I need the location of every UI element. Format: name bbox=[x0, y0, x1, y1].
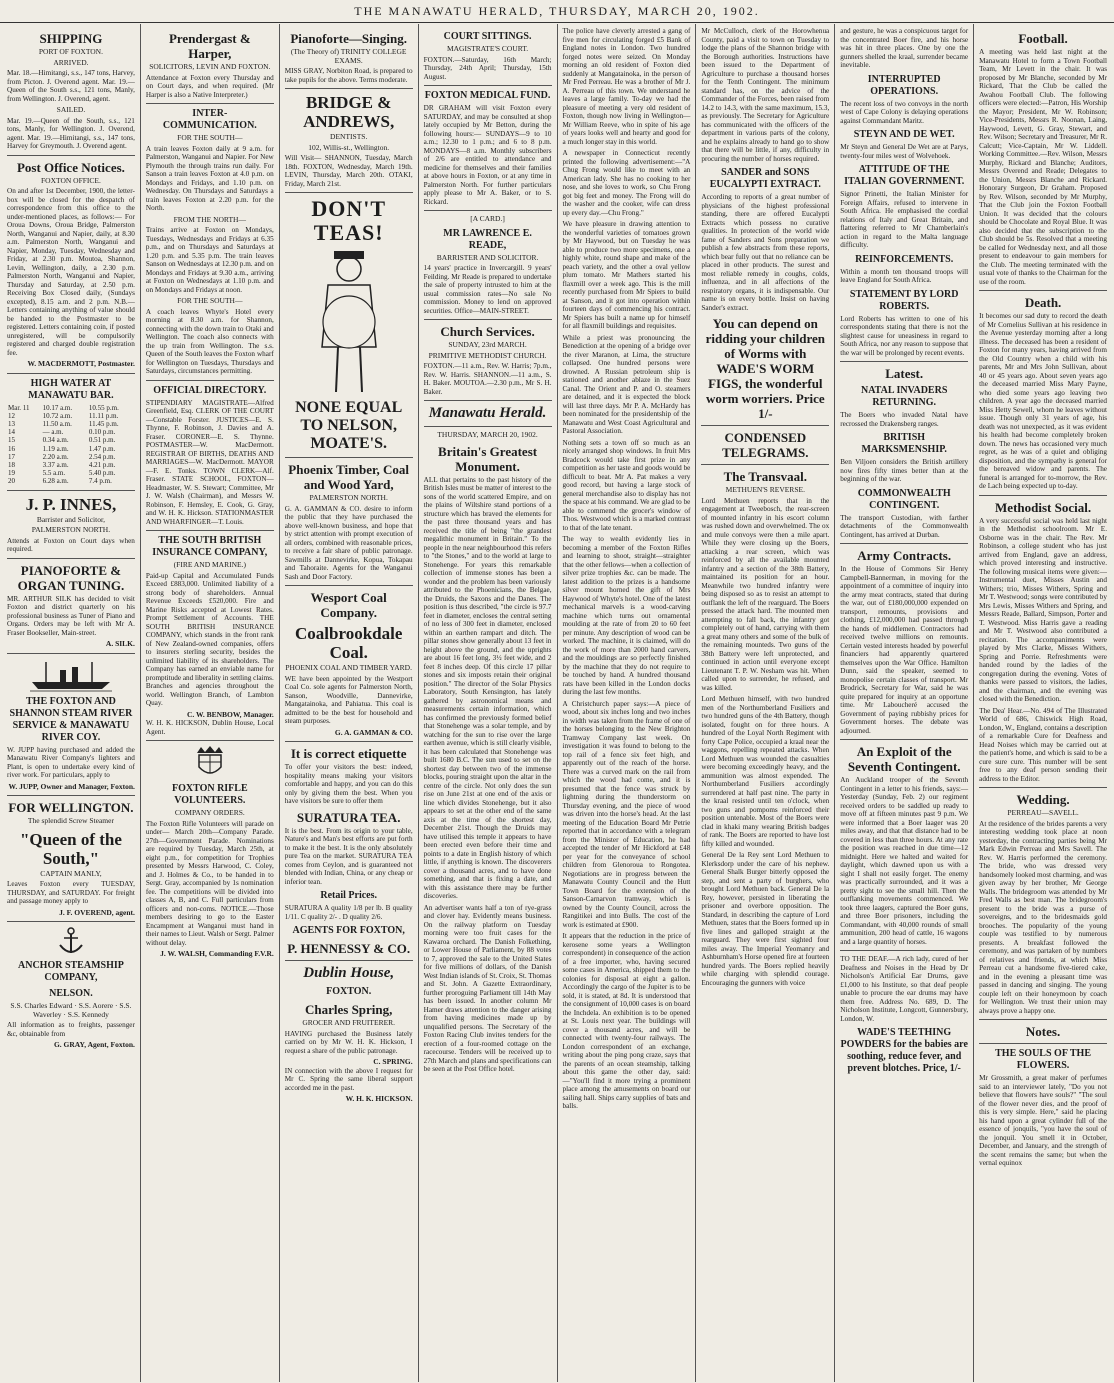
headline: MR LAWRENCE E. READE, bbox=[443, 227, 532, 251]
article-text: Attends at Foxton on Court days when required. bbox=[7, 536, 135, 554]
headline: Latest. bbox=[885, 366, 924, 381]
subheading: CAPTAIN MANLY, bbox=[40, 868, 102, 878]
article-text: Lord Methuen reports that in the engagement at Tweebosch, the rear-screen of mounted infantry in his escort column was rushed down and overwhelmed. The ox and mule convoys were then a mile apart. While they were closing up the Boers, attacking a rear screen, which was reinforced by all the available mounted infantry and a section of the 38th Battery, maintained its position for an hour. Meanwhile two hundred infantry were being disposed so as to resist an attempt to outflank the left of the rearguard. The Boers pressed the attack hard. The mounted men attempting to fall back, the infantry got completely out of hand, carrying with them a great many others and some of the bulk of the remaining mounteds. Two guns of the 38th Battery were left unprotected, and continued in action until everyone except Lieutenant T. P. W. Nesham was hit. When called upon to surrender, he refused, and was killed. bbox=[701, 496, 830, 692]
headline: INTERRUPTED OPERATIONS. bbox=[867, 73, 941, 97]
tide-cell: 13 bbox=[8, 419, 15, 428]
article-text: The Boers who invaded Natal have recrossed the Drakensberg ranges. bbox=[840, 411, 969, 428]
headline: COMMONWEALTH CONTINGENT. bbox=[857, 487, 951, 511]
column-rule bbox=[285, 192, 413, 193]
article-text: IN connection with the above I request for Mr C. Spring the same liberal support accorded me in the past. bbox=[284, 1066, 413, 1092]
tide-cell: 1.47 p.m. bbox=[88, 444, 116, 453]
article-text: Nothing sets a town off so much as an nicely arranged shop windows. In fruit Mrs Bradcock would take first prize in any competition as her taste and goods would be difficult to beat. Mr A. Pat makes a very good record, but having a large stock of general merchandise also to display has not the space at his command. We are glad to be able to commend the grocer's window of Thos. Westwood which is a marked contrast to that of the late tenant. bbox=[562, 438, 691, 532]
article-text: Ben Viljoen considers the British artillery now fires fifty times better than at the beginning of the war. bbox=[840, 458, 969, 483]
tide-cell: 12 bbox=[8, 411, 15, 420]
article-text: Will Visit— SHANNON, Tuesday, March 18th. FOXTON, Wednesday, March 19th. LEVIN, Thursday, March 20th. OTAKI, Friday, March 21st. bbox=[284, 154, 413, 188]
tide-cell: 0.34 a.m. bbox=[42, 436, 69, 445]
headline: Methodist Social. bbox=[995, 499, 1092, 515]
subheading: ARRIVED. bbox=[53, 57, 89, 67]
subheading: PALMERSTON NORTH. bbox=[31, 525, 111, 535]
headline: An Exploit of the Seventh Contingent. bbox=[847, 744, 961, 774]
subheading: DENTISTS. bbox=[330, 132, 368, 141]
article-text: The transport Custodian, with farther detachments of the Commonwealth Contingent, has arrived at Durban. bbox=[840, 513, 969, 539]
tide-cell: 2.20 a.m. bbox=[42, 452, 69, 461]
column-8 bbox=[974, 24, 1112, 1382]
column-rule bbox=[979, 1043, 1107, 1044]
article-text: G. A. GAMMAN & CO. desire to inform the public that they have purchased the above well-known business, and hope that by strict attention with prompt execution of all orders, combined with reasonable prices, to receive a fair share of public patronage. Sawmills at Dannevirke, Kopua, Tokapau and Tahoraite. Agents for the Wanganui Sash and Door Factory. bbox=[284, 504, 413, 581]
article-text: FOXTON.—11 a.m., Rev. W. Harris; 7p.m., Rev. W. Harris. SHANNON.—11 a.m., S. H. Baker. MOUTOA.—2.30 p.m., Mr S. H. Baker. bbox=[423, 362, 552, 396]
headline: SURATURA TEA. bbox=[296, 809, 401, 825]
article-text: A train leaves Foxton daily at 9 a.m. for Palmerston, Wanganui and Napier. For New Plymouth the through trains run daily. For Sanson a train leaves Foxton at 4.0 p.m. on Mondays and Fridays, and 1.10 p.m. on Wednesday. On Thursdays and Saturdays a train leaves Foxton at 2.20 p.m. for the North. bbox=[145, 144, 274, 212]
article-text: Mar. 18.—Himitangi, s.s., 147 tons, Harvey, from Picton. J. Overend agent. Mar. 19.—Queen of the South s.s., 121 tons, Manly, from Wellington. J. Overend, agent. bbox=[7, 69, 135, 103]
article-text: Attendance at Foxton every Thursday and on Court days, and when required. (Mr Harper is also a Native Interpreter.) bbox=[145, 73, 274, 99]
signature: G. GRAY, Agent, Foxton. bbox=[53, 1040, 135, 1050]
headline: THE SOUTH BRITISH INSURANCE COMPANY, bbox=[152, 535, 268, 558]
subheading: (FIRE AND MARINE.) bbox=[173, 560, 246, 569]
headline: Retail Prices. bbox=[320, 890, 377, 901]
tide-cell: 5.40 p.m. bbox=[88, 469, 116, 478]
subheading: GROCER AND FRUITERER. bbox=[302, 1018, 396, 1027]
headline: Prendergast & Harper, bbox=[168, 31, 251, 61]
tide-cell: — a.m. bbox=[42, 428, 64, 437]
column-rule bbox=[285, 585, 413, 586]
article-text: It is the best. From its origin to your table, Nature's and Man's best efforts are put forth to make it the best. It is the only absolutely pure Tea on the market. SURATURA TEA comes from Ceylon, and is guaranteed not blended with Indian, China, or any cheap or inferior tean. bbox=[284, 826, 413, 886]
steamship-icon bbox=[26, 658, 116, 692]
columns bbox=[2, 24, 1112, 1382]
headline: WADE'S TEETHING POWDERS for the babies are soothing, reduce fever, and prevent blotches. Price, 1/- bbox=[840, 1027, 968, 1074]
tide-cell: 4.21 p.m. bbox=[88, 460, 116, 469]
article-text: Mr Grossmith, a great maker of perfumes said to an interviewer lately, "Do you not believe that flowers have souls?" "The soul of the flower never dies, and the proof of this is very simple. Here," said he placing his hand upon a great cylinder full of the essence of jonquils, "you have the soul of the jonquil. You smell it in October, December, and January, and the strength of the scent remains the same; but when the vernal equinox bbox=[979, 1074, 1107, 1167]
royal-crest-icon bbox=[187, 745, 233, 779]
subheading: BARRISTER AND SOLICITOR. bbox=[436, 252, 539, 262]
tide-row bbox=[7, 469, 135, 477]
subheading: 102, Willis-st., Wellington. bbox=[308, 142, 390, 152]
article-text: Lord Methuen himself, with two hundred men of the Northumberland Fusiliers and two hundred guns of the 4th Battery, though isolated, fought on for three hours. A hundred of the Loyal North Regiment with forty Cape Police, occupied a kraal near the waggons, repelling repeated attacks. When Lord Methuen was wounded the casualties were becoming exceedingly heavy, and the ammunition was almost expended. The Northumberland Fusiliers accordingly surrendered at half past nine. The party in the kraal resisted until ten o'clock, when two guns and pompoms reinforced their position untenable. Most of the Boers were clad in khaki many wearing British badges of rank. The Boers are reported to have lost fifty killed and wounded. bbox=[701, 695, 830, 848]
article-text: W. JUPP having purchased and added the Manawatu River Company's lighters and Plant, is open to undertake every kind of river work. For particulars, apply to bbox=[7, 745, 135, 780]
tide-cell: 11.11 p.m. bbox=[88, 411, 119, 420]
headline: STEYN AND DE WET. bbox=[853, 129, 955, 140]
subheading: (The Theory of) TRINITY COLLEGE EXAMS. bbox=[290, 47, 407, 65]
article-text: MR. ARTHUR SILK has decided to visit Foxton and district quarterly on his professional business as Tuner of Piano and Organs. Orders may be left with Mr A. Fraser Bookseller, Main-street. bbox=[7, 594, 135, 637]
article-text: and gesture, he was a conspicuous target for the concentrated Boer fire, and his horse was hit in three places. One by one the gunners shelled the kraal, surrender became inevitable. bbox=[840, 27, 969, 69]
tide-cell: 2.54 p.m. bbox=[88, 452, 116, 461]
column-rule bbox=[701, 464, 829, 465]
headline: NELSON. bbox=[49, 988, 93, 1000]
subheading: The splendid Screw Steamer bbox=[27, 816, 114, 826]
article-text: An Auckland trooper of the Seventh Contingent in a letter to his friends, says:—Yesterday (Sunday, Feb. 2) our regiment received orders to be saddled up ready to move off at fifteen minutes past 9 p.m. We were informed that a Boer laager was 20 miles away, and that that distance had to be covered in less than three hours. At any rate the position was reached in due time—12 midnight. Here we halted and waited for daylight, which dawned upon us with a sight I shall not easily forget. The enemy was practically surrounded, and it was a pretty sight to see the small hill. Then the outflanking movements commenced. We took three laagers, captured the Boer guns, and three Boer prisoners, including the Commandant, with 40,000 rounds of small ammunition, 200 head of cattle, 16 wagons and a large quantity of horses. bbox=[840, 776, 969, 946]
tide-cell: 16 bbox=[8, 444, 15, 453]
script-heading: Dublin House, bbox=[303, 965, 395, 981]
subheading: PERREAU—SAVELL. bbox=[1007, 808, 1079, 817]
article-text: According to reports of a great number of physicians of the highest professional standing, there are offered Eucalypti Extracts which possess no curative qualities. In protection of the world wide fame of Sanders and Sons preparation we publish a few abstracts from these reports, which bear fully out that no reliance can be placed in other products. The surest and most reliable remedy in coughs, colds, influenza, and in all affections of the respiratory organs, it is indispensable. Our name is on every bottle. Insist on having Sander's extract. bbox=[701, 193, 830, 312]
headline: Britain's Greatest Monument. bbox=[438, 443, 538, 474]
column-rule bbox=[146, 103, 274, 104]
headline: INTER-COMMUNICATION. bbox=[162, 108, 257, 131]
article-text: A coach leaves Whyte's Hotel every morning at 8.30 a.m. for Shannon, connecting with the down train to Otaki and Wellington. The coach also connects with the up train from Wellington. The s.s. Queen of the South leaves the Foxton wharf for Wellington on Tuesdays, Thursdays and Saturdays, circumstances permitting. bbox=[145, 307, 274, 375]
tide-cell: 19 bbox=[8, 469, 15, 478]
column-rule bbox=[7, 373, 135, 374]
column-rule bbox=[7, 155, 135, 156]
column-rule bbox=[7, 795, 135, 796]
signature: C. W. BENBOW, Manager. bbox=[186, 709, 274, 719]
subheading: PRIMITIVE METHODIST CHURCH. bbox=[428, 350, 547, 360]
column-rule bbox=[146, 740, 274, 741]
headline: Wedding. bbox=[1016, 792, 1070, 807]
headline: Notes. bbox=[1025, 1024, 1061, 1039]
headline: The Transvaal. bbox=[723, 469, 807, 484]
article-text: Mr McCulloch, clerk of the Horowhenua County, paid a visit to town on Tuesday to lodge the plans of the Shannon bridge with the Borough authorities. Instructions have been issued to the Department of Agriculture to purchase a thousand horses for the Tenth Contingent. The minimum standard has, on the advice of the Commander of the Forces, been raised from 14.2 to 14.3, with the same maximum, 15.3, as previously. The Secretary for Agriculture has communicated with the officers of the department in various parts of the colony, and he explains already to hand go to show that there will be little, if any, difficulty in procuring the number of horses required. bbox=[701, 27, 830, 163]
tide-row bbox=[7, 445, 135, 453]
article-text: TO THE DEAF.—A rich lady, cured of her Deafness and Noises in the Head by Dr Nicholson's Artificial Ear Drums, gave £1,000 to his Institute, so that deaf people unable to procure the ear drums may have them free. Address No. 689, D. The Nicholson Institute, Longcott, Gunnersbury, London, W. bbox=[840, 955, 969, 1023]
column-rule bbox=[7, 653, 135, 654]
signature: J. W. WALSH, Commanding F.V.R. bbox=[160, 949, 274, 958]
headline: J. P. INNES, bbox=[25, 494, 117, 514]
article-text: Mar. 19.—Queen of the South, s.s., 121 tons, Manly, for Wellington. J. Overend, agent. Mar. 19.—Himitangi, s.s., 147 tons, Harvey for Greymouth. J. Overend agent. bbox=[7, 116, 135, 150]
anchor-icon bbox=[56, 926, 86, 956]
signature: W. JUPP, Owner and Manager, Foxton. bbox=[8, 781, 135, 791]
subheading: SOLICITORS, LEVIN AND FOXTON. bbox=[149, 62, 271, 71]
column-rule bbox=[285, 457, 413, 458]
headline: Pianoforte—Singing. bbox=[290, 31, 408, 46]
headline: ATTITUDE OF THE ITALIAN GOVERNMENT. bbox=[844, 164, 965, 187]
tide-row bbox=[7, 404, 135, 412]
headline: You can depend on ridding your children of Worms with WADE'S WORM FIGS, the wonderful worm worriers. Price 1/- bbox=[705, 316, 826, 421]
column-4 bbox=[419, 24, 558, 1382]
headline: REINFORCEMENTS. bbox=[855, 253, 954, 265]
subheading: COMPANY ORDERS. bbox=[174, 808, 245, 817]
article-text: A Christchurch paper says:—A piece of wood, about six inches long and two inches in width was taken from the frame of one of the horses belonging to the New Brighton Tramway Company last week. On investigation it was found to belong to the top rail of a fence six feet high, and apparently out of the reach of the horse. There was a curved mark on the rail from which the wood had come, and it is presumed that the fence was struck by lightning during the thunderstorm on Thursday evening, and the piece of wood was driven into the horse's head. At the last meeting of the Education Board Mr Petrie reported that in accordance with a telegram from the Minister of Education, he had accepted the tender of Mr Hickford at £48 per year for the conveyance of school children from Glenoroua to Rongotea. Negotiations are in progress between the Manawatu County Council and the Hutt Town Board for the extension of the Sanson-Carnarvon tramway, which is owned by the County Council, across the Rangitikei and into Bulls. The cost of the work is estimated at £900. bbox=[562, 699, 691, 929]
headline: AGENTS FOR FOXTON, bbox=[292, 925, 405, 936]
article-text: To offer your visitors the best: indeed, hospitality means making your visitors comfortable and happy, and you can do this only by giving them the best. When you have visitors be sure to offer them bbox=[284, 763, 413, 805]
subheading: S.S. Charles Edward · S.S. Aorere · S.S. Waverley · S.S. Kennedy bbox=[10, 1001, 132, 1019]
article-text: General De la Rey sent Lord Methuen to Klerksdorp under the care of his nephew. General Shalk Burger bitterly opposed the step, and sent a party of burghers, who brought Lord Methuen back. General De la Rey, however, persisted in liberating the prisoner and overbore opposition. The Standard, in describing the capture of Lord Methuen, states that the Boers formed up in five lines and galloped straight at the rearguard. They were first sighted four miles away. The Imperial Yeomanry and Ashburnham's Horse opened fire at fourteen hundred yards. The Boers replied heavily while charging with splendid courage. Encouraging the gunners with voice bbox=[701, 851, 830, 987]
column-3 bbox=[280, 24, 419, 1382]
article-text: While a priest was pronouncing the Benediction at the opening of a bridge over the river Maranon, at Lima, the structure collapsed. One hundred persons were drowned. A Russian petroleum ship is stationed and another ablaze in the Suez Canal. The Orient and P. and O. steamers are detained, and it is expected the block will last three days. Mr P. A. McHardy has been nominated for the presidentship of the Manawatu and West Coast Agricultural and Pastoral Association. bbox=[562, 333, 691, 435]
article-text: Signor Prinetti, the Italian Minister for Foreign Affairs, refused to intervene in South Africa. He emphasised the cordial relations of Italy and Great Britain, and flattering referred to Mr Chamberlain's action in regard to the Malta language difficulty. bbox=[840, 190, 969, 249]
signature: W. MACDERMOTT, Postmaster. bbox=[27, 359, 135, 368]
column-rule bbox=[424, 426, 552, 427]
subheading: PHOENIX COAL AND TIMBER YARD. bbox=[285, 663, 412, 672]
subheading: METHUEN'S REVERSE. bbox=[725, 485, 805, 494]
headline: SANDER and SONS EUCALYPTI EXTRACT. bbox=[709, 167, 821, 190]
column-2 bbox=[141, 24, 280, 1382]
headline: PIANOFORTE & ORGAN TUNING. bbox=[17, 562, 125, 593]
subheading: PORT OF FOXTON. bbox=[38, 47, 103, 56]
tide-cell: 15 bbox=[8, 436, 15, 445]
subheading: FOR THE SOUTH— bbox=[177, 296, 243, 305]
article-text: The Dea' Hear.—No. 494 of The Illustrated World of 686, Chiswick High Road, London, W., England, contains a description of a remarkable Cure for Deafness and Head Noises which may be carried out at the patient's home, and which is said to be a cure sure cure. This number will be sent free to any deaf person sending their address to the Editor. bbox=[979, 706, 1107, 783]
headline: ANCHOR STEAMSHIP COMPANY, bbox=[18, 960, 124, 984]
headline: "Queen of the South," bbox=[19, 829, 122, 868]
article-text: A newspaper in Connecticut recently printed the following advertisement:—"A Chug Frong would like to meet with an American lady. She has no cooking to her nose, and she loves to work, so Chu Frong got big feet and money. The Frong will do the washer and the cooker, wife can dress up every day.—Chu Frong." bbox=[562, 149, 691, 217]
article-text: It becomes our sad duty to record the death of Mr Cornelius Sullivan at his residence in the Avenue yesterday morning after a long illness. The deceased has been a resident of Foxton for many years, having arrived from the Old Country when a child with his parents, Mr and Mrs John Sullivan, about 40 or 45 years ago. About seven years ago the deceased married Miss Mary Payne, who died some years ago leaving two children. A year ago the deceased married Miss Hetty Sewell, whom he leaves without issue. Though only 31 years of age, his death was not unexpected, as it was evident his health had become completely broken down. The news has occasioned very much regret, as he was of a quiet and obliging disposition, and the sympathy is general for the bereaved widow and parents. The funeral is arranged for to-morrow, the Rev. de Lach being expected up to-day. bbox=[979, 312, 1107, 490]
article-text: 14 years' practice in Invercargill. 9 years' Feilding. Mr Reade is prepared to undertake the sale of property intrusted to him at the usual commission rates—No sale No commission. Money to lend on approved securities. Office—MAIN-STREET. bbox=[423, 264, 552, 315]
article-text: W. H. K. HICKSON, Dublin House, Local Agent. bbox=[145, 719, 274, 736]
headline: Football. bbox=[1018, 31, 1068, 46]
tide-cell: 3.37 a.m. bbox=[42, 460, 69, 469]
article-text: Trains arrive at Foxton on Mondays, Tuesdays, Wednesdays and Fridays at 6.35 p.m., and on Thursdays and Saturdays at 1.20 p.m. and 5.35 p.m. The train leaves Sanson on Wednesdays at 12.30 p.m. and on Mondays and Fridays at 9.30 a.m., arriving at Foxton on Wednesdays at 1.10 p.m. and on Mondays and Fridays at noon. bbox=[145, 226, 274, 294]
column-6 bbox=[696, 24, 835, 1382]
subheading: SUNDAY, 23rd MARCH. bbox=[448, 340, 527, 349]
column-rule bbox=[285, 741, 413, 742]
headline: Post Office Notices. bbox=[16, 159, 125, 175]
article-text: DR GRAHAM will visit Foxton every SATURDAY, and may be consulted at shop lately occupied by Mr Betton, during the following hours:— SUNDAYS—9 to 10 a.m.; 12.30 to 1 p.m.; and 6 to 8 p.m. MONDAYS—8 a.m. Monthly subscribers of 2/6 are entitled to attendance and medicine for themselves and their families at above hours in Foxton, or at any time in Palmerston North. For further particulars apply please to Mr A. Baker, or to S. Rickard. bbox=[423, 104, 552, 206]
tide-row bbox=[7, 436, 135, 444]
tide-cell: 18 bbox=[8, 460, 15, 469]
tide-cell: 7.4 p.m. bbox=[88, 477, 112, 486]
advert-headline: DON'T TEAS! bbox=[311, 196, 387, 245]
tide-row bbox=[7, 461, 135, 469]
article-text: The way to wealth evidently lies in becoming a member of the Foxton Rifles and learning to shoot, straight—straighter that the other fellows—when a collection of silver prize trophies &c. can be made. The latest addition to the prizes is a handsome silver mount horned the gift of Mrs Haywood of Whyte's hotel. One of the latest mechanical marvels is a wood-carving machine which turns out ornamental moulding at the rate of from 20 to 60 feet per minute. Any description of wood can be worked. The machine, it is claimed, will do the work of more than 2000 hand carvers, and the mouldings are so perfectly finished by the machine that they do not require to be touched by hand. A hundred thousand rats have been killed in the London docks during the last few months. bbox=[562, 535, 691, 696]
article-text: The Foxton Rifle Volunteers will parade on under— March 20th—Company Parade. 27th—Government Parade. Nominations are required by Tuesday, March 25th, at eight p.m., for competition for Trophies presented by Messrs Harwood, C. Coley, and J. Holmes & Co., to be handed in to Sergt. Gray, accompanied by 1s nomination fee. The competitions will be divided into classes A, B, and C. Full particulars from officers and non-coms. NOTICE.—Those members desiring to go to the Easter Encampment at Wanganui must hand in their names to Lieut. Walsh or Sergt. Palmer without delay. bbox=[145, 819, 274, 947]
column-rule bbox=[424, 319, 552, 320]
headline: STATEMENT BY LORD ROBERTS. bbox=[849, 288, 959, 312]
tide-row bbox=[7, 477, 135, 485]
headline: Army Contracts. bbox=[857, 548, 952, 563]
tide-cell: 6.28 a.m. bbox=[42, 477, 69, 486]
article-text: We have pleasure in drawing attention to the wonderful varieties of tomatoes grown by Mr Haywood, but on Tuesday he was able to produce two more specimens, one a highly white, round shape and make of the peach variety, and the other a oval yellow plum tomato. Mr Mathers started his flaxmill over a week ago. This is the mill recently purchased from Mr Spiers to build at Sanson, and it got into operation within fourteen days of commencing his contract. Mr Spiers has built a name up for himself for all flaxmill buildings and requisites. bbox=[562, 220, 691, 330]
tide-cell: 17 bbox=[8, 452, 15, 461]
article-text: MISS GRAY, Norbiton Road, is prepared to take pupils for the above. Terms moderate. bbox=[284, 67, 413, 84]
headline: THE FOXTON AND SHANNON STEAM RIVER SERVICE & MANAWATU RIVER COY. bbox=[9, 695, 133, 743]
article-text: SURATURA A quality 1/8 per lb. B quality 1/11. C quality 2/- . D quality 2/6. bbox=[284, 904, 413, 921]
signature: W. H. K. HICKSON. bbox=[345, 1094, 413, 1103]
tide-table bbox=[7, 404, 135, 486]
headline: OFFICIAL DIRECTORY. bbox=[153, 384, 267, 396]
article-text: HAVING purchased the Business lately carried on by Mr W. H. K. Hickson, I request a share of the public patronage. bbox=[284, 1029, 413, 1055]
tide-cell: 1.19 a.m. bbox=[42, 444, 69, 453]
column-rule bbox=[285, 88, 413, 89]
article-text: ALL that pertains to the past history of the British Isles must be matter of interest to the sons of the world scattered Empire, and on the plains of Wiltshire stand portions of a structure which has braved the elements for the past three thousand years and has received the title of being "the grandest megalithic monument in Britain." To the people in the near neighbourhood this refers to "the Stones," and to the world at large to Stonehenge. For years this remarkable collection of immense stones has been a wonder and the problem has been variously attributed to the Phoenicians, the Belgae, the Druids, the Saxons and the Danes. The position is thus described, "the circle is 97.7 feet in diameter, encloses the central setting of no less of 300 feet in diameter, enclosed within an earthen rampart and ditch. The pillar stones show generally about 13 feet in height above the ground, and the uprights are about 16 feet long, 3½ feet wide, and 2 feet 8 inches deep. Of this circle 17 pillar stones and six imposts retain their original position." The director of the Solar Physics Laboratory, South Kensington, has lately gathered by astronomical means and measurements certain information, which has confirmed the previously formed belief that Stonehenge was a solar temple, and by watching for the sun to rise over the large earthen avenue, which is still clearly visible, it has been calculated that Stonehenge was built 1680 B.C. The sun used to set on the shortest day between two of the immense blocks, pouring straight upon the altar in the centre of the circle. Not only does the sun rise on June 21st at one end of the axis or line which divides Stonehenge, but it also appears to set at the other end of the same axis at the time of the shortest day, December 21st. Though the Druids may have utilised this temple it appears to have been erected even before their time and points to a date in English history of which little, if anything is known. The discoverers cover a thousand acres, and to have done something, and that is fixing a date, and with this assistance there may be further discoveries. bbox=[423, 475, 552, 900]
headline: Charles Spring, bbox=[304, 1002, 393, 1017]
signature: C. SPRING. bbox=[373, 1057, 413, 1066]
tide-row bbox=[7, 428, 135, 436]
column-rule bbox=[7, 558, 135, 559]
tide-row bbox=[7, 453, 135, 461]
tide-row bbox=[7, 412, 135, 420]
column-rule bbox=[840, 361, 968, 362]
article-text: The recent loss of two convoys in the north west of Cape Colony is delaying operations against Commandant Maritz. bbox=[840, 99, 969, 125]
column-rule bbox=[146, 380, 274, 381]
advert-slogan: NONE EQUAL TO NELSON, MOATE'S. bbox=[295, 399, 403, 452]
headline: HIGH WATER AT MANAWATU BAR. bbox=[28, 377, 114, 401]
tide-row bbox=[7, 420, 135, 428]
headline: Phoenix Timber, Coal and Wood Yard, bbox=[288, 462, 410, 492]
headline: P. HENNESSY & CO. bbox=[287, 941, 411, 956]
article-text: Paid-up Capital and Accumulated Funds Exceed £883,000. Unlimited liability of a strong body of shareholders. Annual Revenue Exceeds £520,000. Fire and Marine Risks accepted at Lowest Rates. Prompt Settlement of Accounts. THE SOUTH BRITISH INSURANCE COMPANY, which stands in the front rank of New Zealand-owned companies, offers to insurers sterling security, besides the unlimited liability of its shareholders. The Company has earned an enviable name for promptitude and liberality in settling claims. Branches and agencies throughout the world. Wellington Branch, of Lambton Quay. bbox=[145, 571, 274, 707]
tide-cell: 11.45 p.m. bbox=[88, 419, 119, 428]
headline: SHIPPING bbox=[39, 31, 103, 46]
column-rule bbox=[701, 425, 829, 426]
headline: COURT SITTINGS. bbox=[443, 31, 532, 42]
signature: G. A. GAMMAN & CO. bbox=[334, 727, 413, 737]
tide-cell: 0.10 p.m. bbox=[88, 428, 116, 437]
headline: It is correct etiquette bbox=[290, 746, 407, 761]
article-text: Lord Roberts has written to one of his correspondents stating that there is not the slightest cause for uneasiness in regard to South Africa, nor any reason to suppose that the war will be prolonged by recent events. bbox=[840, 314, 969, 357]
subheading: FOXTON OFFICE. bbox=[41, 175, 101, 185]
article-text: FOXTON.—Saturday, 16th March; Thursday, 24th April; Thursday, 15th August. bbox=[423, 55, 552, 81]
subheading: PALMERSTON NORTH. bbox=[309, 493, 388, 502]
article-text: Leaves Foxton every TUESDAY, THURSDAY, and SATURDAY. For freight and passage money apply to bbox=[7, 880, 135, 906]
column-5 bbox=[558, 24, 697, 1382]
subheading: FOR THE SOUTH— bbox=[177, 133, 243, 142]
article-text: It appears that the reduction in the price of kerosene some years a Wellington correspondent) in consequence of the action of a free importer, who, having secured some cases in America, shipped them to the colonies for disposal at eight a gallon. Accordingly the cargo of the Jupiter is to be sold, it is stated, at 8d. It is understood that the consignment of 10,000 cases is on board the Inchdela. An exhibition is to be opened at St. Louis next year. The buildings will cover a thousand acres, and will be connected with twenty-four railways. The London correspondent of an exchange, writing about the ping pong craze, says that the parents of an ocean steamship, talking about this game the other day, said:—"You'll find it more trying a prominent place among the amusements on board our sailing hall. Ships carry supplies of bats and balls. bbox=[562, 932, 691, 1110]
headline: FOXTON MEDICAL FUND. bbox=[424, 90, 551, 101]
column-rule bbox=[7, 921, 135, 922]
tide-cell: 0.51 p.m. bbox=[88, 436, 116, 445]
column-1 bbox=[2, 24, 141, 1382]
column-rule bbox=[424, 400, 552, 401]
article-text: Within a month ten thousand troops will leave England for South Africa. bbox=[840, 267, 969, 284]
tide-cell: 5.5 a.m. bbox=[42, 469, 66, 478]
column-rule bbox=[840, 739, 968, 740]
article-text: All information as to freights, passenger &c, obtainable from bbox=[7, 1021, 135, 1038]
column-rule bbox=[285, 960, 413, 961]
headline: Death. bbox=[1024, 295, 1062, 310]
article-text: A meeting was held last night at the Manawatu Hotel to form a Town Football Team, Mr Levett in the chair. It was proposed by Mr Blanche, seconded by Mr Rickard, That the Club be called the Awahou Football Club. The following officers were elected:—Patron, His Worship the Mayor; President, Mr W. Robinson; Vice-Presidents, Messrs R. Noonan, Laing, Haywood, Levett, G. Gray, Stewart, and Rev. Wilson; Secretary and Treasurer, Mr R. Calcutt; Vice-Captain, Mr W. Liddell. Working Committee.—Rev. Wilson, Messrs Murphy, Rickard and Blanche; Auditors, Messrs Overend and Reade; Delegates to the Union, Messrs Blanche and Rickard. Honorary Surgeon, Dr Graham. Proposed by Rev. Wilson, seconded by Mr Murphy, That the Club join the Foxton Football Union. It was decided that the colours should be Chocolate and Royal Blue. It was also decided that the subscription to the Club should be 5s. Resolved that a meeting be called for Wednesday next, and all those present to endeavour to gain members for the Club. The meeting terminated with the usual vote of thanks to the Chairman for the use of the room. bbox=[979, 48, 1107, 286]
article-text: STIPENDIARY MAGISTRATE—Alfred Greenfield, Esq. CLERK OF THE COURT—Constable Forster. JUSTICES—E. S. Thynne, F. Robinson, J. Davies and A. Fraser. CORONER—E. S. Thynne. POSTMASTER—W. MacDermott. REGISTRAR OF BIRTHS, DEATHS AND MARRIAGES—W. MacDermott. MAYOR—F. E. Tonks. TOWN CLERK—Alf. Fraser. STATE SCHOOL, FOXTON—Headmaster, W. S. Stewart; Committee, Mr J. W. Walsh (Chairman), and Messrs W. Robinson, F. Hemsley, E. Cook, G. Gray, and W. H. K. Hickson. STATIONMASTER AND WHARFINGER—T. Louis. bbox=[145, 398, 274, 526]
subheading: MAGISTRATE'S COURT. bbox=[446, 44, 529, 53]
column-rule bbox=[979, 290, 1107, 291]
script-heading: Manawatu Herald. bbox=[428, 405, 547, 421]
headline: FOR WELLINGTON. bbox=[8, 800, 134, 816]
tide-cell: Mar. 11 bbox=[8, 403, 30, 412]
headline: Church Services. bbox=[440, 324, 535, 339]
signature: A. SILK. bbox=[105, 639, 135, 649]
column-rule bbox=[424, 210, 552, 211]
tide-cell: 10.72 a.m. bbox=[42, 411, 73, 420]
article-text: On and after 1st December, 1900, the letter-box will be closed for the despatch of correspondence from this office to the under-mentioned places, as follows:— For Oroua Downs, Oroua Bridge, Palmerston North, Wanganui and Napier, daily, at 8.30 a.m. Palmerston North, Wanganui and Napier, Monday, Tuesday, Wednesday and Friday, at 2.30 p.m. Moutoa, Shannon, Levin, Wellington, daily, a 2.30 p.m. Palmerston North, Wanganui and Napier, Thursday and Saturday, at 2.50 p.m. Receiving Box Closed daily, (Sundays excepted), 8.15 a.m. and 2 p.m. N.B.—Letters containing anything of value should be handed to the Postmaster to be registered. Letters containing coin, if posted unregistered, will be compulsorily registered and charged double registration fee. bbox=[7, 187, 135, 357]
column-7 bbox=[835, 24, 974, 1382]
article-text: At the residence of the brides parents a very interesting wedding took place at noon yesterday, the contracting parties being Mr Mark Edwin Perreau and Mrs Savell. The Rev. W. Harris performed the ceremony. The bride, who was dressed very handsomely looked most charming, and was given away by her brother, Mr George Walls. The bridegroom was attended by Mr Fred Walls as best man. The bridegroom's present to the bride was a purse of sovereigns, and to the bridesmaids gold brooches. The popularity of the young couple was testified to by numerous presents. A breakfast followed the ceremony, and was partaken of by numbers of relatives and friends, at which Miss Perreau cut a handsome five-tiered cake, and in the evening a pleasant time was passed in dancing and singing. The young couple left on their honeymoon by coach for Wellington. We trust their union may always prove a happy one. bbox=[979, 819, 1107, 1015]
article-text: In the House of Commons Sir Henry Campbell-Bannerman, in moving for the appointment of a committee of inquiry into the army meat contracts, stated that during the war, out of £180,000,000 expended on transport, remounts, provisions and clothing, £12,000,000 had passed through the hands of middlemen. Contractors had received twelve millions on remounts. Certain vested interests headed by powerful financiers had apparently quartered themselves upon the War Office. Hamilton Dunn, said the speaker, seemed to monopolise certain classes of transport. Mr Brodrick, Secretary for War, said he was quite prepared for inquiry at an opportune time. Mr Laboucheré accused the Government of paying rubbishy prices for Government horses. The debate was adjourned. bbox=[840, 565, 969, 735]
headline: THE SOULS OF THE FLOWERS. bbox=[995, 1048, 1091, 1071]
column-rule bbox=[840, 543, 968, 544]
subheading: [A CARD.] bbox=[470, 214, 505, 223]
article-text: The police have cleverly arrested a gang of five men for circulating forged £5 Bank of England notes in London. Two hundred forged notes were seized. On Monday morning an old resident of Foxton died suddenly at Mangatainoka, in the person of Mr Fred Perreau. He was a brother of Mr J. A. Perreau of this town. We understand he leaves a large family. To-day we had the pleasure of meeting a very old resident of Foxton, though now living in Wellington—Mr William Reeve, who in spite of his age of years looks well and hearty and good for a much longer stay in this world. bbox=[562, 27, 691, 146]
article-text: A very successful social was held last night in the Methodist schoolroom. Mr E. Osborne was in the chair. The Rev. Mr Robinson, a college student who has just arrived from England, gave an address, which proved interesting and instructive. The following musical items were given:—Instrumental duet, Misses Austin and Withers; trio, Misses Withers, Spring and Mr T. Westwood; songs were contributed by Mrs Lewis, Misses Withers and Spring, and Messrs Reade, Ballard, Simpson, Porter and T. Westwood. Miss Harris gave a reading and Mr T. Westwood also contributed a recitation. The accompaniments were played by Mrs Clarke, Misses Withers, Spring and Porrie. Refreshments were handed round by the ladies of the congregation during the evening. Votes of thanks were passed to visitors, the ladies, and the chairman, and the evening was closed with the Benediction. bbox=[979, 516, 1107, 703]
gentleman-figure-icon bbox=[294, 247, 404, 397]
column-rule bbox=[979, 1019, 1107, 1020]
headline: NATAL INVADERS RETURNING. bbox=[860, 385, 948, 408]
masthead: THE MANAWATU HERALD, THURSDAY, MARCH 20, 1902. bbox=[0, 0, 1114, 23]
headline: FOXTON. bbox=[326, 986, 372, 997]
column-rule bbox=[424, 85, 552, 86]
column-rule bbox=[979, 495, 1107, 496]
column-rule bbox=[146, 530, 274, 531]
article-text: An advertiser wants half a ton of rye-grass and clover hay. Evidently means business. On the railway platform on Tuesday morning were too fruit cases for the Kawaroa orchard. The Danish Folkething, or Lower House of Parliament, by 88 votes to 7, approved the sale to the United States for five millions of dollars, of the Danish West Indian islands of St. Croix, St. Thomas and St. John. A Gazette Extraordinary, further proroguing Parliament till 14th May has been issued. In another column Mr Hamer draws attention to the danger arising from having medicines made up by unqualified persons. The Secretary of the Foxton Racing Club invites tenders for the erection of a four-roomed cottage on the racecourse. Tenders will be received up to 27th March and plans and specifications can be seen at the Post Office hotel. bbox=[423, 903, 552, 1073]
headline: BRITISH MARKSMENSHIP. bbox=[861, 432, 947, 455]
subheading: THURSDAY, MARCH 20, 1902. bbox=[437, 430, 538, 439]
headline: Wesport Coal Company. bbox=[310, 590, 387, 620]
headline: CONDENSED TELEGRAMS. bbox=[722, 430, 809, 460]
headline: Coalbrookdale Coal. bbox=[295, 624, 403, 662]
headline: FOXTON RIFLE VOLUNTEERS. bbox=[171, 783, 248, 806]
column-rule bbox=[979, 787, 1107, 788]
column-rule bbox=[840, 950, 968, 951]
tide-cell: 10.55 p.m. bbox=[88, 403, 119, 412]
signature: J. F. OVEREND, agent. bbox=[59, 907, 135, 917]
subheading: SAILED. bbox=[56, 105, 86, 114]
tide-cell: 10.17 a.m. bbox=[42, 403, 73, 412]
tide-cell: 20 bbox=[8, 477, 15, 486]
subheading: Barrister and Solicitor, bbox=[36, 514, 106, 524]
article-text: WE have been appointed by the Westport Coal Co. sole agents for Palmerston North, Sanson, Woodville, Dannevirke, Mangatainoka, and Pahiatua. This coal is admitted to be the best for household and steam purposes. bbox=[284, 674, 413, 725]
article-text: Mr Steyn and General De Wet are at Parys, twenty-four miles west of Wolvehoek. bbox=[840, 143, 969, 160]
headline: BRIDGE & ANDREWS, bbox=[303, 93, 395, 131]
column-rule bbox=[7, 490, 135, 491]
subheading: FROM THE NORTH— bbox=[173, 214, 246, 224]
tide-cell: 14 bbox=[8, 428, 15, 437]
tide-cell: 11.50 a.m. bbox=[42, 419, 72, 428]
